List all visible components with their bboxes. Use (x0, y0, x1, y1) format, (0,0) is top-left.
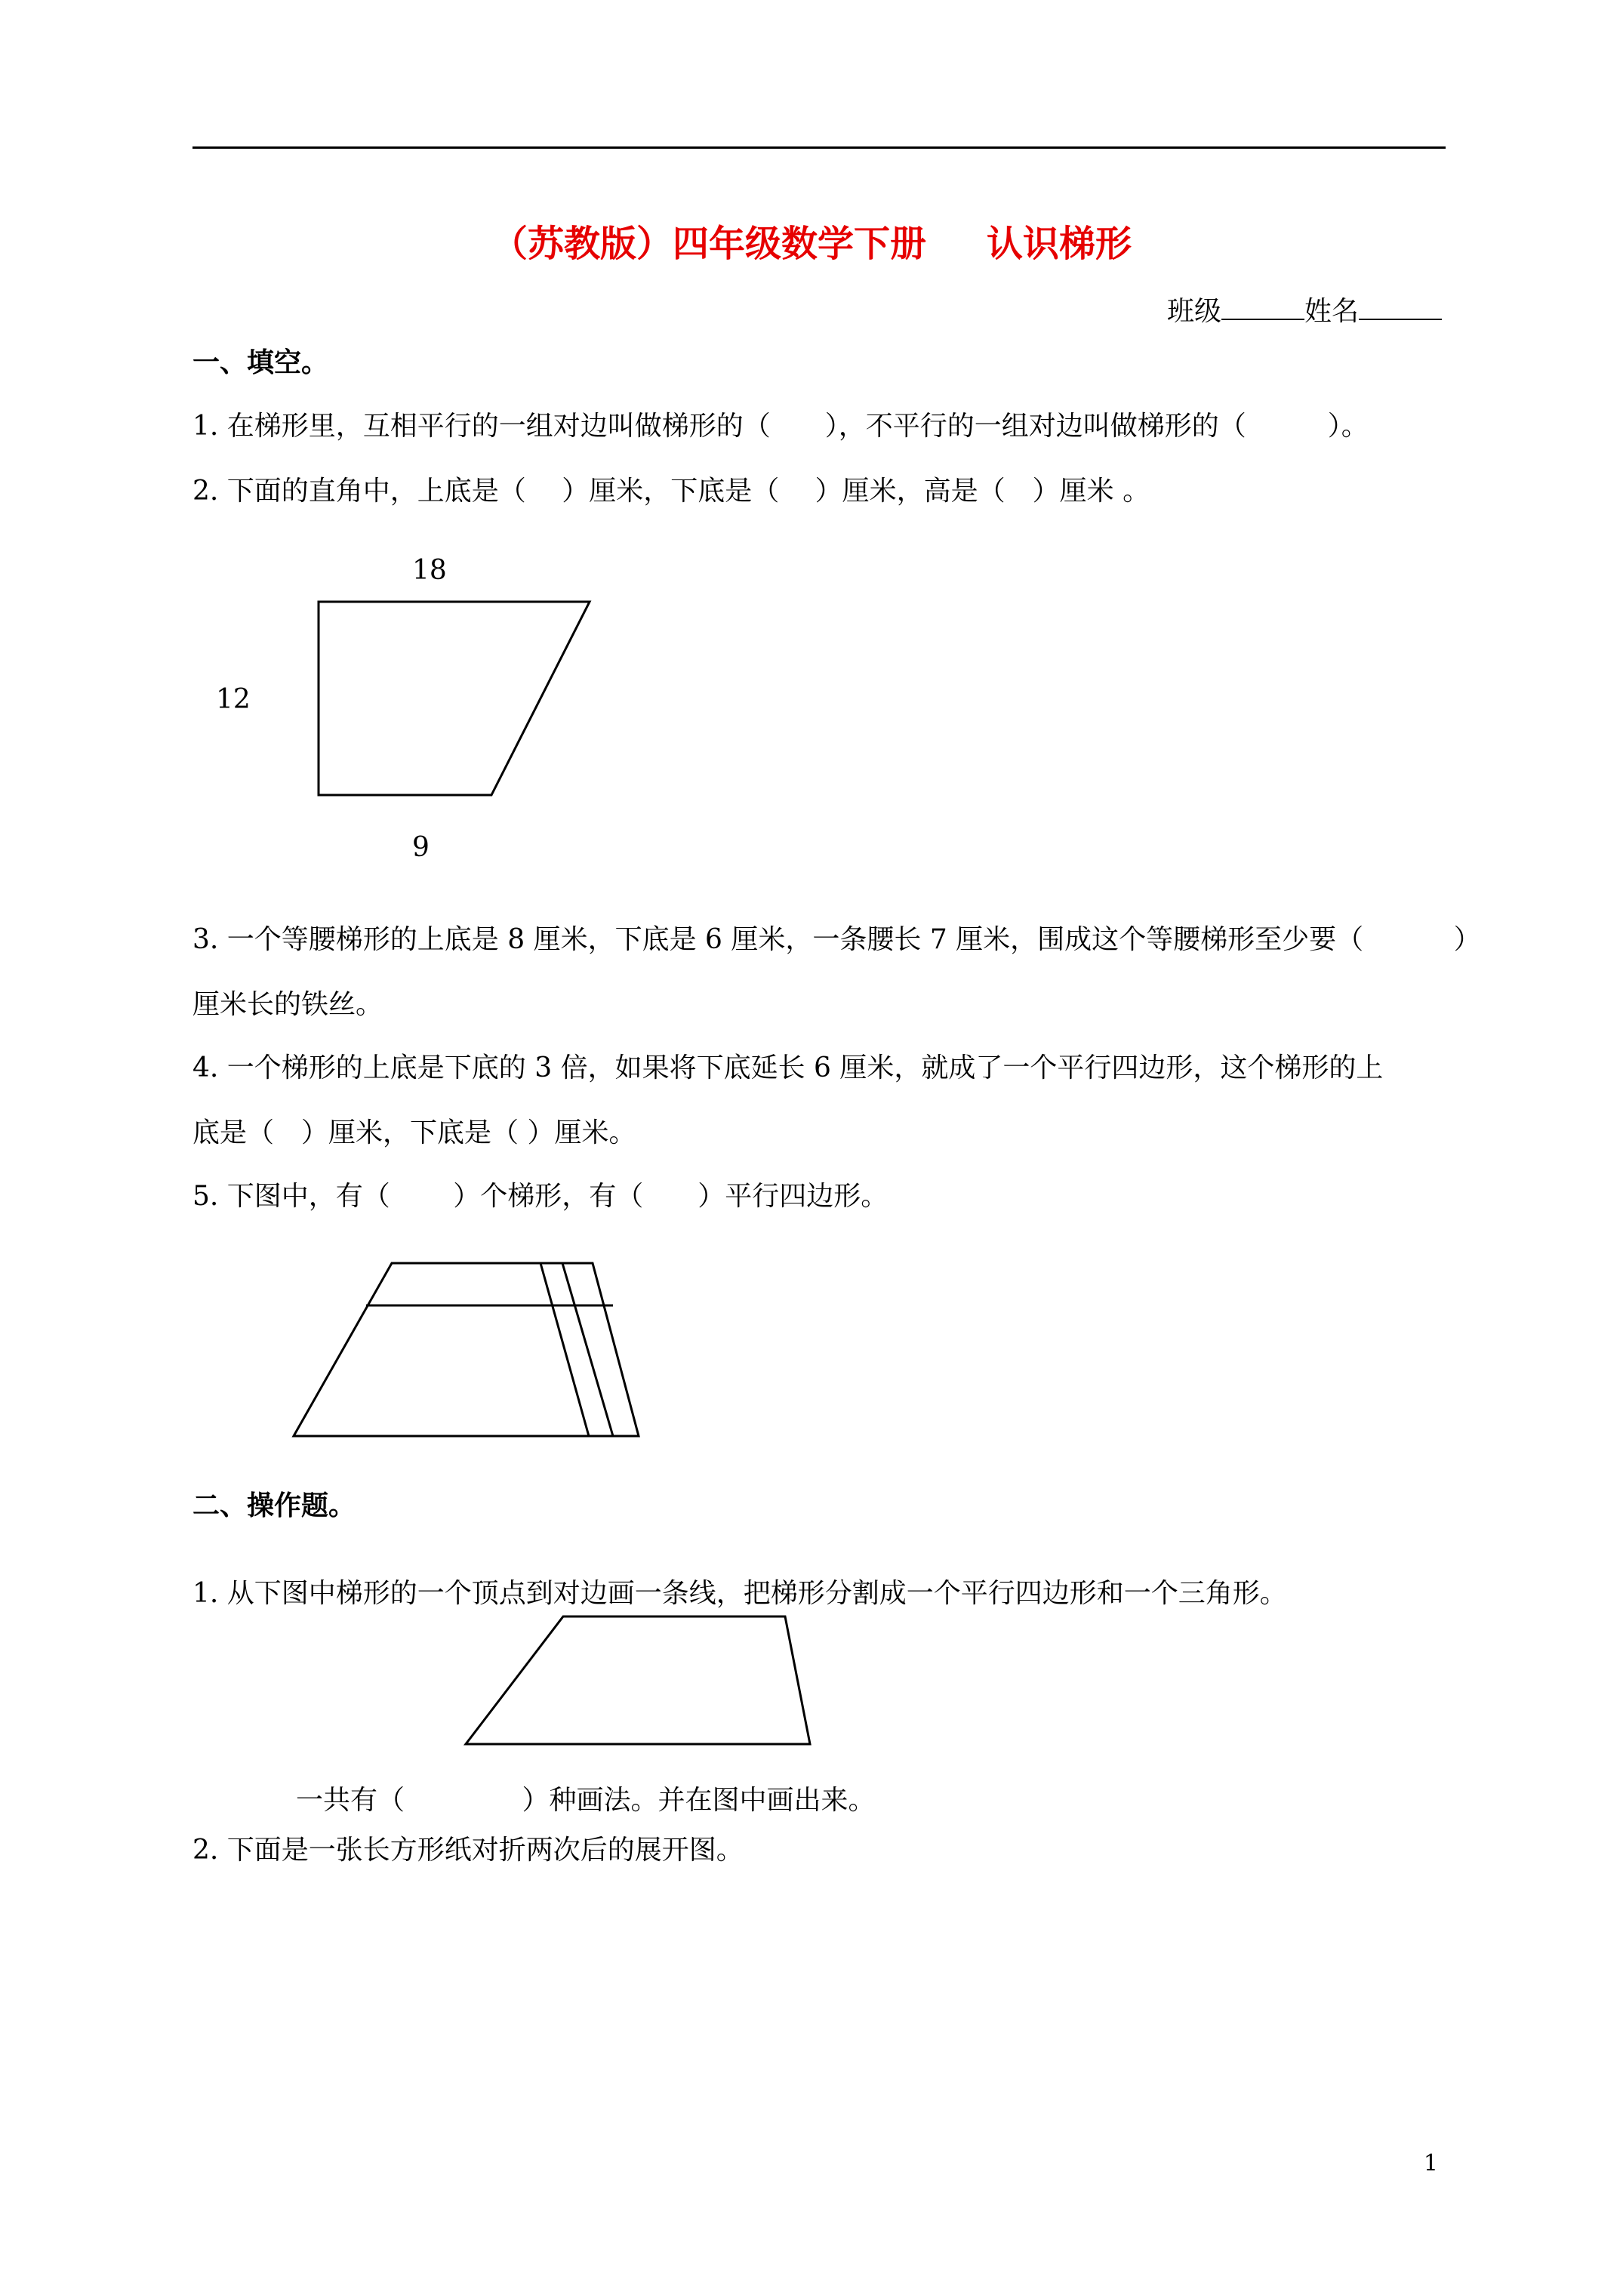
figure1-right-trapezoid (319, 602, 590, 795)
figure2-left-inner-line (540, 1263, 589, 1436)
section2-heading: 二、操作题。 (192, 1490, 356, 1521)
question-1-3-line1: 3. 一个等腰梯形的上底是 8 厘米，下底是 6 厘米，一条腰长 7 厘米，围成这个等腰梯形至少要（ ） (192, 924, 1481, 955)
page-number: 1 (1423, 2150, 1438, 2177)
figure3-trapezoid (466, 1616, 810, 1744)
class-label: 班级 (1166, 296, 1221, 327)
question-1-3-line2: 厘米长的铁丝。 (192, 989, 383, 1020)
question-2-1-answer: 一共有（ ）种画法。并在图中画出来。 (296, 1785, 876, 1816)
figure2-trapezoid-diagram (294, 1263, 639, 1436)
question-1-4-line1: 4. 一个梯形的上底是下底的 3 倍，如果将下底延长 6 厘米，就成了一个平行四边形，这个梯形的上 (192, 1052, 1384, 1083)
question-1-4-line2: 底是（ ）厘米，下底是（ ）厘米。 (192, 1117, 636, 1148)
title-part2: 认识梯形 (987, 223, 1132, 265)
name-label: 姓名 (1304, 296, 1359, 327)
title-part1: （苏教版）四年级数学下册 (491, 223, 926, 265)
figure1-left-label: 12 (216, 684, 251, 715)
figure1-top-label: 18 (412, 555, 447, 586)
section1-heading: 一、填空。 (192, 347, 329, 378)
question-1-1: 1. 在梯形里，互相平行的一组对边叫做梯形的（ ），不平行的一组对边叫做梯形的（ ）。 (192, 411, 1369, 442)
question-2-1: 1. 从下图中梯形的一个顶点到对边画一条线，把梯形分割成一个平行四边形和一个三角形。 (192, 1578, 1287, 1609)
question-1-2: 2. 下面的直角中，上底是（ ）厘米，下底是（ ）厘米，高是（ ）厘米 。 (192, 476, 1150, 507)
question-2-2: 2. 下面是一张长方形纸对折两次后的展开图。 (192, 1835, 744, 1866)
figure2-right-inner-line (562, 1263, 613, 1436)
question-1-5: 5. 下图中，有（ ）个梯形，有（ ）平行四边形。 (192, 1181, 888, 1212)
figure1-bottom-label: 9 (412, 832, 430, 863)
